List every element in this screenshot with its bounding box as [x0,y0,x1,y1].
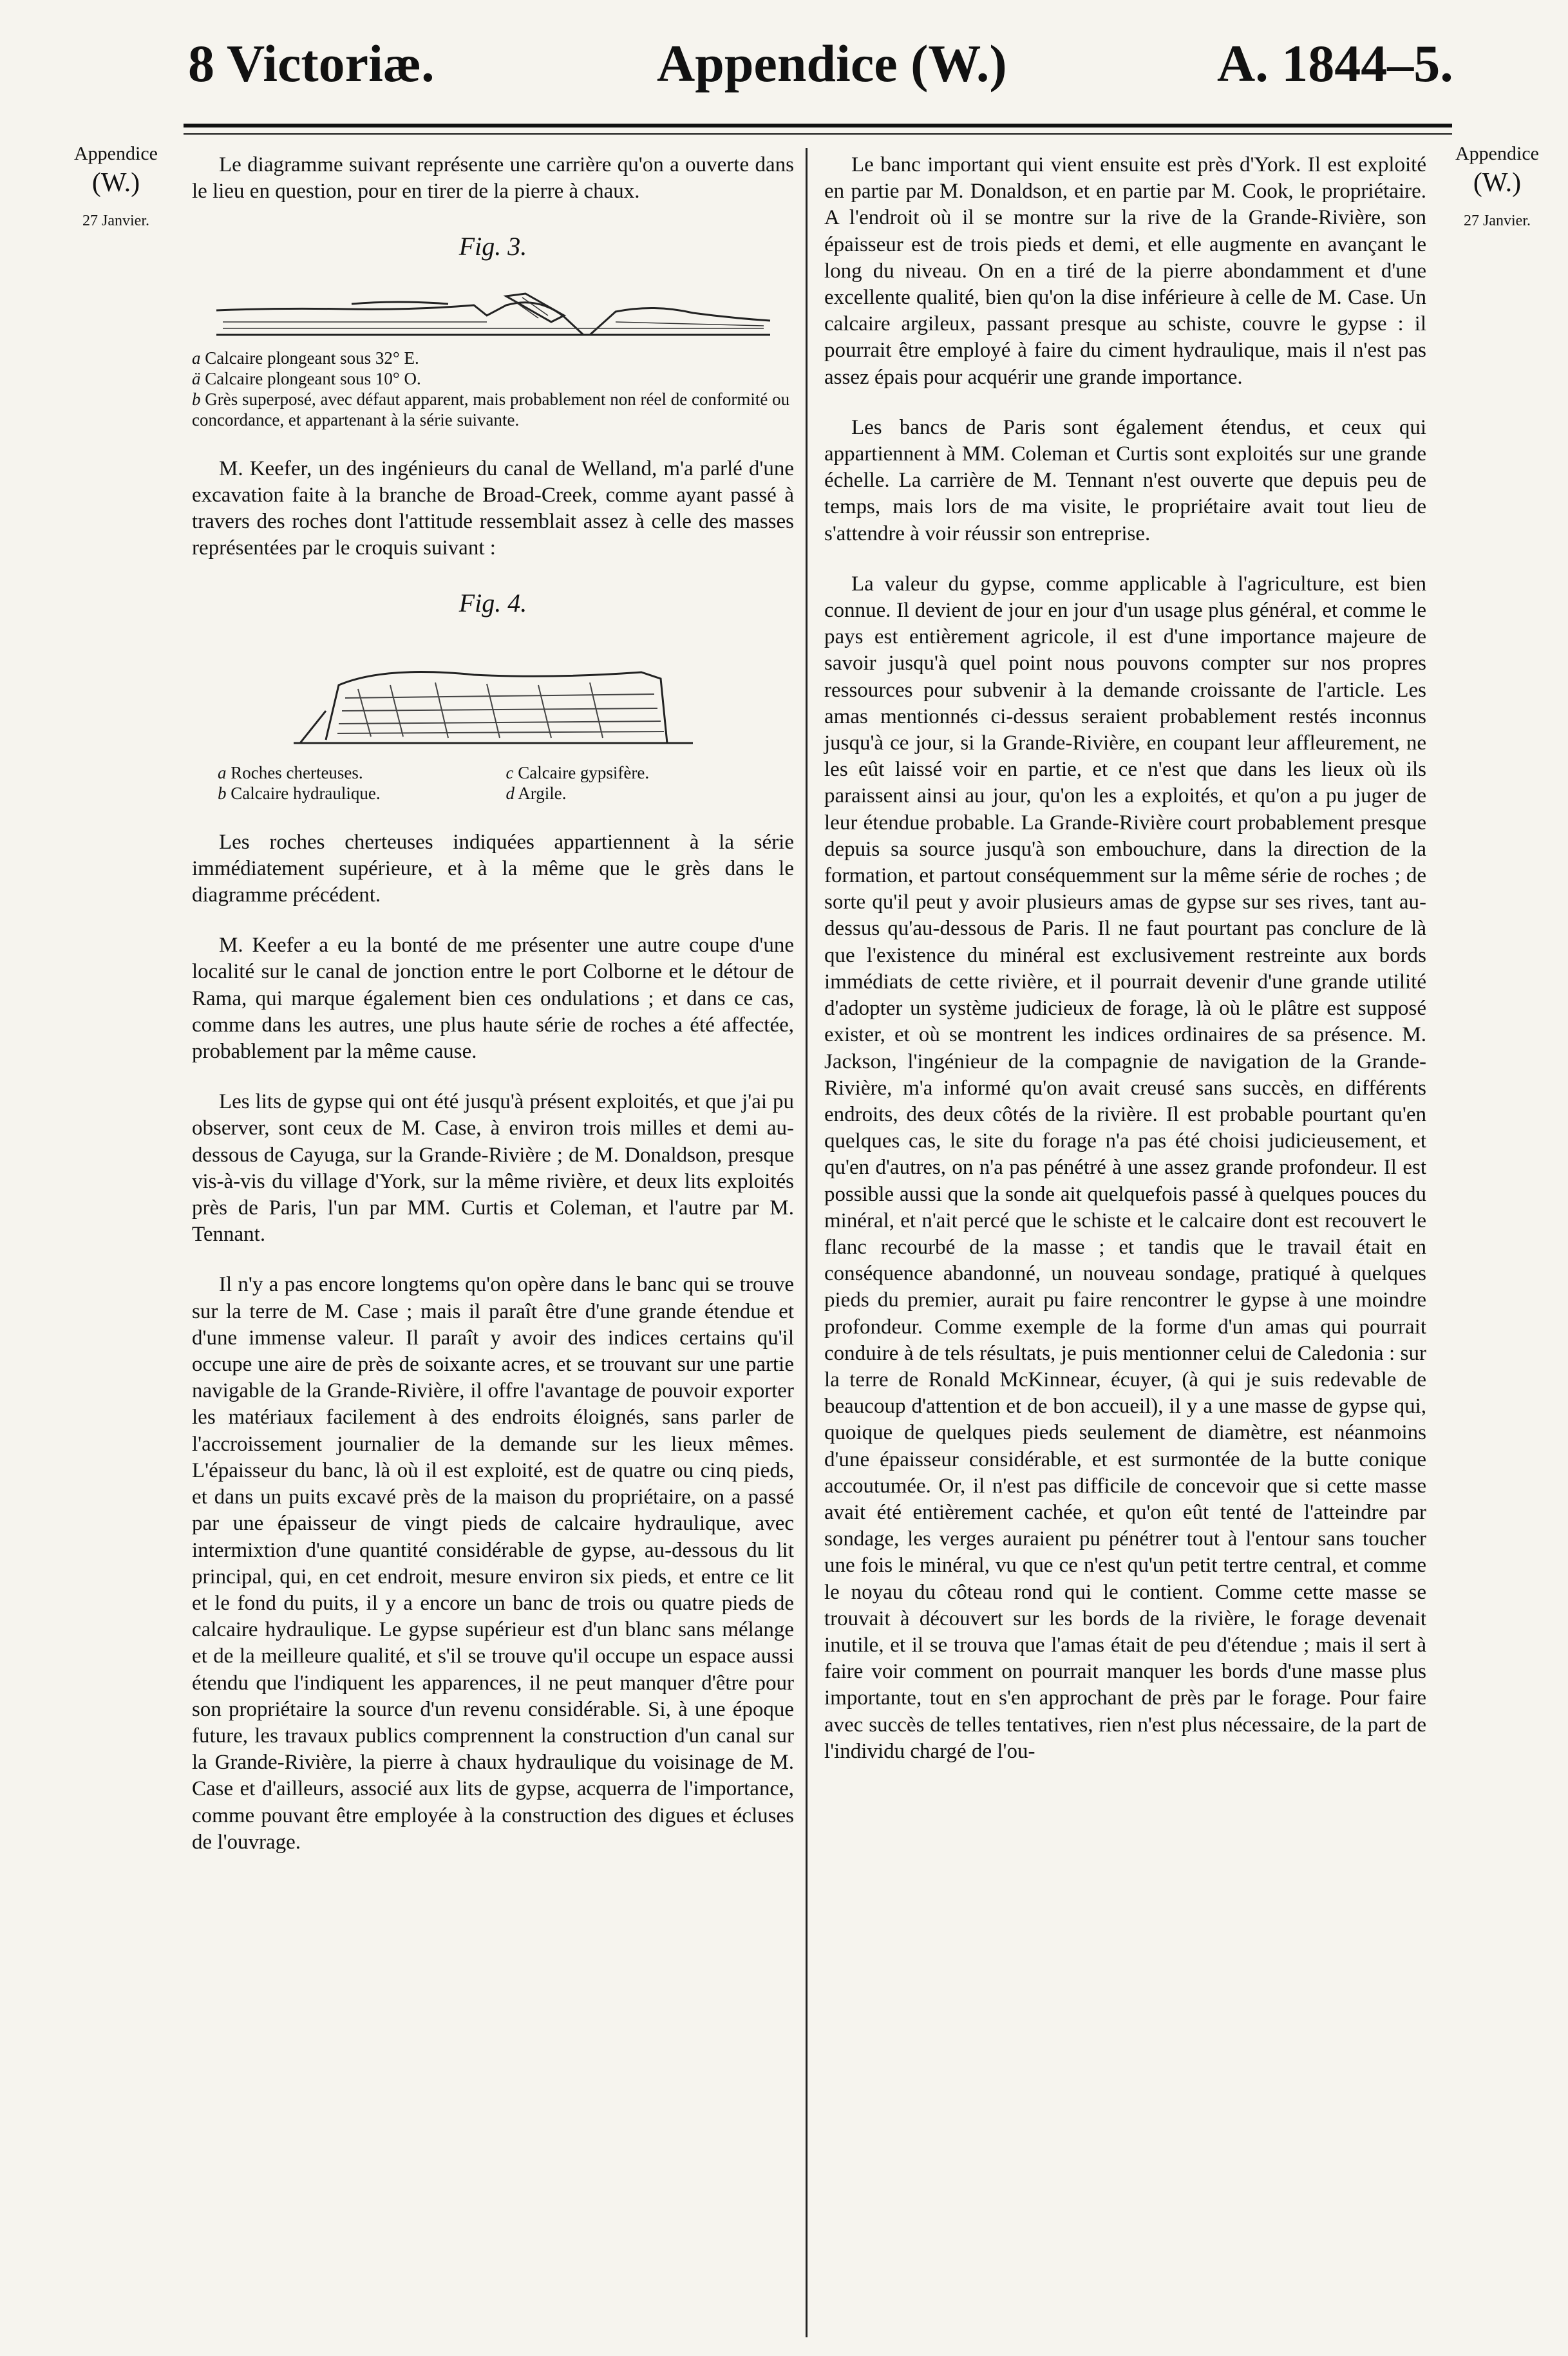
margin-date: 27 Janvier. [1464,212,1531,229]
header-volume: 8 Victoriæ. [188,34,435,93]
figure-4-diagram [281,627,706,756]
legend-item: b Grès superposé, avec défaut apparent, mais probablement non réel de conformité ou concordance, et appartenant à la série suivante. [192,389,790,429]
figure-4-legend [218,762,794,804]
paragraph: Les lits de gypse qui ont été jusqu'à présent exploités, et que j'ai pu observer, sont ceux de M. Case, à environ trois milles et demi au-dessous de Cayuga, sur la Grande-Rivière ; de M. Donaldson, presque vis-à-vis du village d'York, sur la même rivière, et deux lits exploités près de Paris, l'un par MM. Curtis et Coleman, et l'autre par M. Tennant. [192,1090,794,1247]
margin-note-left [52,142,180,231]
paragraph: Le diagramme suivant représente une carrière qu'on a ouverte dans le lieu en question, pour en tirer de la pierre à chaux. [192,153,794,203]
paragraph: Il n'y a pas encore longtems qu'on opère dans le banc qui se trouve sur la terre de M. Case ; mais il paraît être d'une grande étendue et d'une immense valeur. Il paraît y avoir des indices certains qu'il occupe une aire de près de soixante acres, et se trouvant sur une partie navigable de la Grande-Rivière, il offre l'avantage de pouvoir exporter les matériaux facilement à des endroits éloignés, sans parler de l'accroissement journalier de la demande sur les lieux mêmes. L'épaisseur du banc, là où il est exploité, est de quatre ou cinq pieds, et dans un puits excavé près de la maison du propriétaire, on a passé par une épaisseur de vingt pieds de calcaire hydraulique, avec intermixtion d'une quantité considérable de gypse, au-dessous du lit principal, qui, en cet endroit, mesure environ six pieds, et entre ce lit et le fond du puits, il y a encore un banc de trois ou quatre pieds de calcaire hydraulique. Le gypse supérieur est d'un blanc sans mélange et de la meilleure qualité, et s'il se trouve qu'il occupe un espace aussi étendu que l'indiquent les apparences, il ne peut manquer d'être pour son propriétaire la source d'un revenu considérable. Si, à une époque future, les travaux publics comprennent la construction d'un canal sur la Grande-Rivière, la pierre à chaux hydraulique du voisinage de M. Case et d'ailleurs, associé aux lits de gypse, acquerra de l'importance, comme pouvant être employée à la construction des digues et écluses de l'ouvrage. [192,1273,794,1854]
left-column [192,152,794,1872]
legend-item: a Roches cherteuses. [218,762,363,782]
paragraph: Les roches cherteuses indiquées appartiennent à la série immédiatement supérieure, et à la même que le grès dans le diagramme précédent. [192,830,794,907]
legend-item: b Calcaire hydraulique. [218,783,381,803]
legend-item: ä Calcaire plongeant sous 10° O. [192,368,421,388]
paragraph: Les bancs de Paris sont également étendus, et ceux qui appartiennent à MM. Coleman et Curtis sont exploités sur une grande échelle. La carrière de M. Tennant n'est ouverte que depuis peu de temps, mais lors de ma visite, le propriétaire avait tout lieu de s'attendre à voir réussir son entreprise. [824,415,1426,545]
header-year: A. 1844–5. [1217,34,1453,93]
paragraph: La valeur du gypse, comme applicable à l'agriculture, est bien connue. Il devient de jour en jour d'un usage plus général, et comme le pays est entièrement agricole, il est d'une importance majeure de savoir jusqu'à quel point nous pouvons compter sur nos propres ressources pour subvenir à la demande croissante de l'article. Les amas mentionnés ci-dessus seraient probablement restés inconnus jusqu'à ce jour, si la Grande-Rivière, en coupant leur affleurement, ne les eût laissé voir en partie, et ce n'est que dans les lieux où ils paraissent ainsi au jour, qu'on les a exploités, et qu'on a pu juger de leur étendue probable. La Grande-Rivière court probablement presque depuis sa source jusqu'à son embouchure, dans la direction de la formation, et partout conséquemment sur la même série de roches ; de sorte qu'il peut y avoir plusieurs amas de gypse sur ses rives, tant au-dessus qu'au-dessous de Paris. Il ne faut pourtant pas conclure de là que l'existence du minéral est exclusivement restreinte aux bords immédiats de cette rivière, et il pourrait devenir d'une grande utilité d'adopter un système judicieux de forage, là où le plâtre est supposé exister, et où se montrent les indices ordinaires de sa présence. M. Jackson, l'ingénieur de la compagnie de navigation de la Grande-Rivière, m'a informé qu'on avait creusé sans succès, en différents endroits, des deux côtés de la rivière. Il est probable pourtant qu'en quelques cas, le site du forage n'a pas été choisi judicieusement, et qu'en d'autres, on n'a pas pénétré à une assez grande profondeur. Il est possible aussi que la sonde ait quelquefois passé à quelques pouces du minéral, et n'ait percé que le schiste et le calcaire dont est recouvert le flanc recourbé de la masse ; et tandis que le travail était en conséquence abandonné, un nouveau sondage, pratiqué à quelques pieds du premier, aurait pu faire rencontrer le gypse à une moindre profondeur. Comme exemple de la forme d'un amas qui pourrait conduire à de tels résultats, je puis mentionner celui de Caledonia : sur la terre de Ronald McKinnear, écuyer, (à qui je suis redevable de beaucoup d'attention et de bon accueil), il y a une masse de gypse qui, quoique de quelques pieds seulement de diamètre, est néanmoins d'une épaisseur considérable, et est surmontée de la butte conique accoutumée. Or, il n'est pas difficile de concevoir que si cette masse avait été entièrement cachée, et qu'on eût tenté de l'atteindre par sondage, les verges auraient pu pénétrer tout à l'entour sans toucher une fois le minéral, vu que ce n'est qu'un petit tertre central, et comme le noyau du côteau rond qui le contient. Comme cette masse se trouvait à découvert sur les bords de la rivière, le forage devenait inutile, et il se trouva que l'amas était de peu d'étendue ; mais il sert à faire voir comment on pourrait manquer les bords d'une masse plus importante, tout en s'en approchant de près par le forage. Pour faire avec succès de telles tentatives, rien n'est plus nécessaire, de la part de l'individu chargé de l'ou- [824,572,1426,1763]
margin-note-right [1433,142,1562,231]
header-rule-thin [184,133,1452,135]
header-rule-thick [184,124,1452,127]
figure-3-title: Fig. 3. [458,232,527,261]
header-title: Appendice (W.) [657,34,1007,93]
margin-appendix-letter: (W.) [91,167,140,198]
legend-item: a Calcaire plongeant sous 32° E. [192,348,419,368]
margin-appendix-letter: (W.) [1473,167,1522,198]
legend-item: c Calcaire gypsifère. [505,762,650,782]
margin-appendix-label: Appendice [74,143,158,164]
paragraph: Le banc important qui vient ensuite est près d'York. Il est exploité en partie par M. Donaldson, et en partie par M. Cook, le propriétaire. A l'endroit où il se montre sur la rive de la Grande-Rivière, son épaisseur est de trois pieds et demi, et elle augmente en avançant le long du niveau. On en a tiré de la pierre abondamment et d'une excellente qualité, bien qu'on la dise inférieure à celle de M. Case. Un calcaire argileux, passant presque au schiste, couvre le gypse : il pourrait être employé à faire du ciment hydraulique, mais il n'est pas assez épais pour acquérir une grande importance. [824,153,1426,389]
figure-3-diagram [203,270,783,341]
figure-4-title: Fig. 4. [458,589,527,618]
paragraph: M. Keefer a eu la bonté de me présenter une autre coupe d'une localité sur le canal de jonction entre le port Colborne et le détour de Rama, qui marque également bien ces ondulations ; et dans ce cas, comme dans les autres, une plus haute série de roches a été affectée, probablement par la même cause. [192,934,794,1064]
column-divider [806,148,808,2337]
right-column [824,152,1426,1782]
paragraph: M. Keefer, un des ingénieurs du canal de Welland, m'a parlé d'une excavation faite à la branche de Broad-Creek, comme ayant passé à travers des roches dont l'attitude ressemblait assez à celle des masses représentées par le croquis suivant : [192,457,794,560]
figure-3-legend [192,348,794,430]
margin-appendix-label: Appendice [1455,143,1539,164]
margin-date: 27 Janvier. [82,212,149,229]
legend-item: d Argile. [505,783,567,803]
